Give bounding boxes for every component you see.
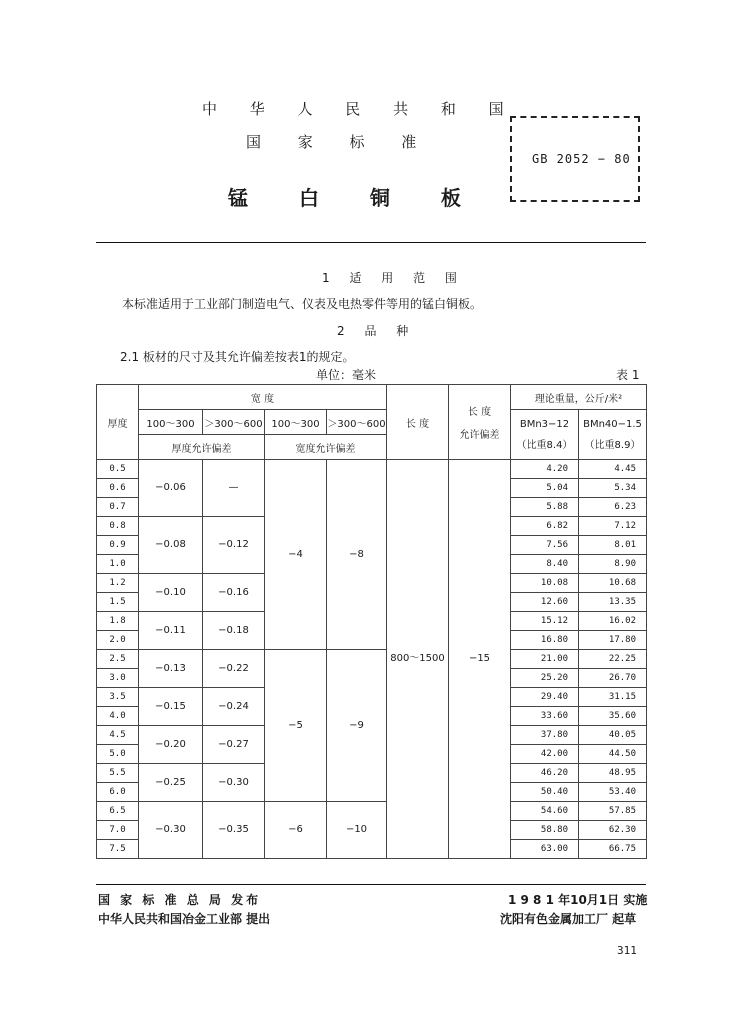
thickness-cell: 2.5 [97,650,139,669]
table-row [97,802,647,821]
thickness-tol-narrow: −0.20 [139,726,203,764]
length-tolerance-header [449,385,511,460]
thickness-cell: 0.9 [97,536,139,555]
thickness-cell: 0.5 [97,460,139,479]
width-tol-narrow-2: −5 [265,650,327,802]
weight-alloy-2: 48.95 [579,764,647,783]
weight-alloy-2: 13.35 [579,593,647,612]
thickness-cell: 6.5 [97,802,139,821]
thickness-cell: 3.5 [97,688,139,707]
thickness-tol-wide: −0.35 [203,802,265,859]
width-tol-wide-2: −9 [327,650,387,802]
thickness-tol-narrow: −0.08 [139,517,203,574]
thickness-cell: 0.8 [97,517,139,536]
weight-alloy-2: 4.45 [579,460,647,479]
width-tol-narrow-3: −6 [265,802,327,859]
dimension-table [96,384,647,859]
weight-alloy-2: 57.85 [579,802,647,821]
alloy-2-name: BMn40−1.5 [583,418,642,430]
thickness-tol-wide: −0.16 [203,574,265,612]
table-unit: 单位：毫米 [316,368,377,382]
effective-date: 1 9 8 1 年10月1日 实施 [508,893,648,907]
weight-alloy-2: 44.50 [579,745,647,764]
width-tol-wide-1: −8 [327,460,387,650]
thickness-tol-narrow: −0.10 [139,574,203,612]
weight-alloy-2: 8.90 [579,555,647,574]
thickness-tol-wide: −0.24 [203,688,265,726]
table-label: 表 1 [616,368,640,382]
thickness-cell: 5.0 [97,745,139,764]
standard-type: 国 家 标 准 [246,133,433,151]
section-2-heading: 2 品 种 [337,324,417,338]
standard-number: GB 2052 − 80 [532,152,631,166]
weight-alloy-2: 5.34 [579,479,647,498]
alloy-1-header [511,410,579,460]
thickness-cell: 1.8 [97,612,139,631]
drafter: 沈阳有色金属加工厂 起草 [500,912,637,926]
thickness-cell: 3.0 [97,669,139,688]
weight-alloy-1: 37.80 [511,726,579,745]
weight-alloy-2: 8.01 [579,536,647,555]
weight-alloy-1: 7.56 [511,536,579,555]
thickness-cell: 1.0 [97,555,139,574]
thickness-tol-wide: −0.18 [203,612,265,650]
length-tol-line-2: 允许偏差 [459,430,500,441]
weight-alloy-2: 53.40 [579,783,647,802]
weight-alloy-1: 4.20 [511,460,579,479]
weight-alloy-2: 62.30 [579,821,647,840]
thickness-cell: 1.2 [97,574,139,593]
thickness-tol-narrow: −0.11 [139,612,203,650]
proposer: 中华人民共和国冶金工业部 提出 [98,912,271,926]
weight-alloy-2: 26.70 [579,669,647,688]
page-number: 311 [617,944,637,957]
thickness-cell: 6.0 [97,783,139,802]
thickness-tol-wide: −0.12 [203,517,265,574]
thickness-cell: 4.5 [97,726,139,745]
section-2-text: 2.1 板材的尺寸及其允许偏差按表1的规定。 [120,350,355,364]
weight-alloy-1: 50.40 [511,783,579,802]
weight-alloy-1: 16.80 [511,631,579,650]
alloy-2-density: （比重8.9） [584,439,641,451]
weight-alloy-1: 54.60 [511,802,579,821]
length-tolerance: −15 [449,460,511,859]
weight-alloy-1: 10.08 [511,574,579,593]
weight-alloy-1: 63.00 [511,840,579,859]
thickness-cell: 0.6 [97,479,139,498]
weight-alloy-1: 29.40 [511,688,579,707]
issuer: 国 家 标 准 总 局 发布 [98,893,262,907]
weight-alloy-2: 7.12 [579,517,647,536]
thickness-header: 厚度 [97,385,139,460]
thickness-tol-wide: — [203,460,265,517]
weight-alloy-2: 17.80 [579,631,647,650]
document-title: 锰 白 铜 板 [228,186,483,210]
alloy-2-header [579,410,647,460]
weight-alloy-1: 58.80 [511,821,579,840]
weight-alloy-1: 46.20 [511,764,579,783]
thickness-cell: 5.5 [97,764,139,783]
weight-alloy-2: 22.25 [579,650,647,669]
thickness-tol-narrow: −0.06 [139,460,203,517]
footer-rule [96,884,646,885]
alloy-1-density: （比重8.4） [516,439,573,451]
weight-alloy-1: 15.12 [511,612,579,631]
thickness-tol-wide: −0.30 [203,764,265,802]
weight-alloy-1: 12.60 [511,593,579,612]
thickness-tol-narrow: −0.30 [139,802,203,859]
weight-alloy-1: 5.04 [511,479,579,498]
weight-alloy-2: 31.15 [579,688,647,707]
width-tol-narrow-1: −4 [265,460,327,650]
thickness-tolerance-header: 厚度允许偏差 [139,435,265,460]
weight-alloy-2: 40.05 [579,726,647,745]
width-range-4: ＞300～600 [327,410,387,435]
country-title: 中 华 人 民 共 和 国 [202,100,518,118]
weight-alloy-2: 10.68 [579,574,647,593]
thickness-tol-wide: −0.22 [203,650,265,688]
weight-alloy-1: 6.82 [511,517,579,536]
thickness-tol-narrow: −0.25 [139,764,203,802]
width-range-2: ＞300～600 [203,410,265,435]
thickness-tol-wide: −0.27 [203,726,265,764]
section-1-heading: 1 适 用 范 围 [322,271,465,285]
width-range-3: 100～300 [265,410,327,435]
weight-alloy-1: 25.20 [511,669,579,688]
weight-header: 理论重量，公斤/米² [511,385,647,410]
weight-alloy-1: 42.00 [511,745,579,764]
length-header: 长 度 [387,385,449,460]
weight-alloy-2: 16.02 [579,612,647,631]
weight-alloy-2: 6.23 [579,498,647,517]
weight-alloy-1: 8.40 [511,555,579,574]
weight-alloy-1: 5.88 [511,498,579,517]
section-1-text: 本标准适用于工业部门制造电气、仪表及电热零件等用的锰白铜板。 [122,297,483,311]
width-tolerance-header: 宽度允许偏差 [265,435,387,460]
width-range-1: 100～300 [139,410,203,435]
thickness-cell: 2.0 [97,631,139,650]
alloy-1-name: BMn3−12 [519,418,570,430]
weight-alloy-2: 66.75 [579,840,647,859]
thickness-cell: 0.7 [97,498,139,517]
width-tol-wide-3: −10 [327,802,387,859]
width-header: 宽 度 [139,385,387,410]
weight-alloy-1: 21.00 [511,650,579,669]
thickness-cell: 7.5 [97,840,139,859]
thickness-cell: 4.0 [97,707,139,726]
thickness-tol-narrow: −0.15 [139,688,203,726]
header-rule [96,242,646,243]
table-row [97,650,647,669]
thickness-cell: 7.0 [97,821,139,840]
length-value: 800～1500 [387,460,449,859]
weight-alloy-1: 33.60 [511,707,579,726]
table-row [97,460,647,479]
thickness-tol-narrow: −0.13 [139,650,203,688]
weight-alloy-2: 35.60 [579,707,647,726]
length-tol-line-1: 长 度 [467,407,492,418]
thickness-cell: 1.5 [97,593,139,612]
